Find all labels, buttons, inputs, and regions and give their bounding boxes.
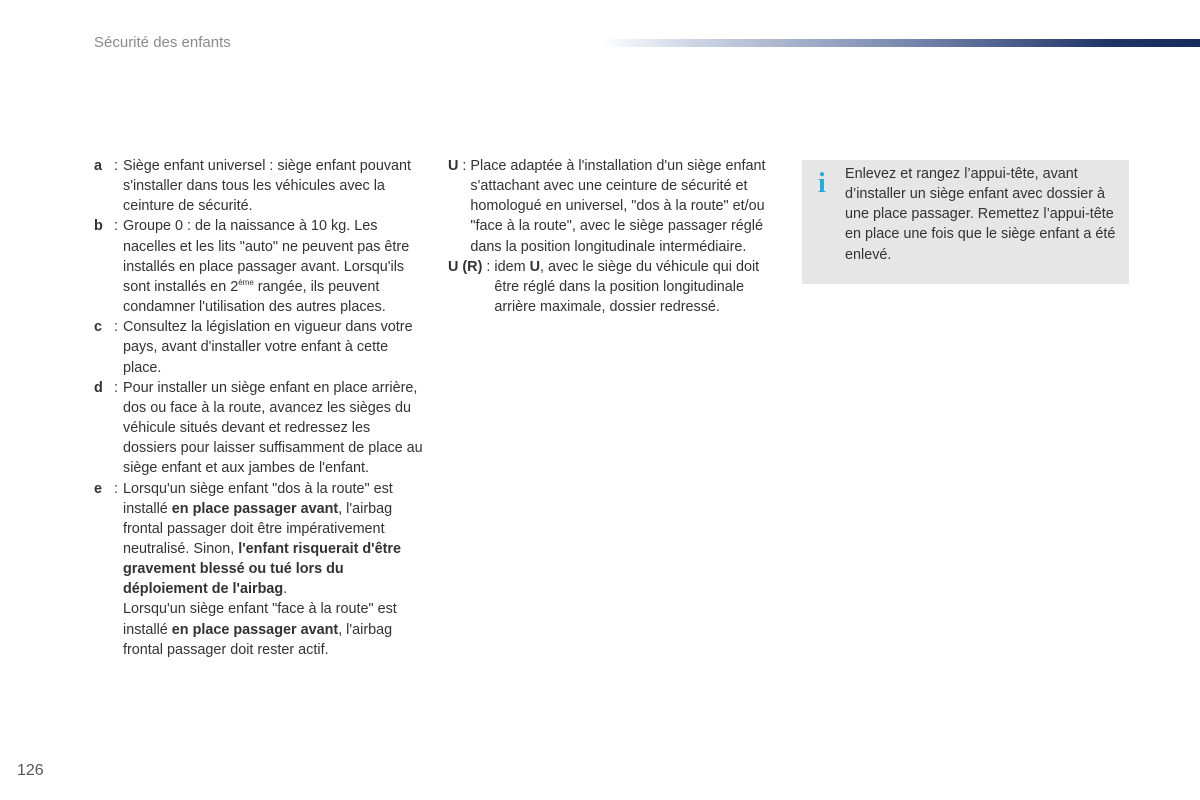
definition-separator: : (110, 480, 118, 497)
definition-text (123, 156, 423, 216)
definition-key: U (R) (448, 258, 483, 275)
bold-text: en place passager avant (171, 500, 339, 517)
definition-key: c (94, 319, 103, 336)
definition-separator: : (110, 319, 118, 336)
definition-separator: : (110, 158, 118, 174)
text-segment: rangée, ils peuvent condamner l'utilisation des autres places. (123, 278, 386, 316)
definition-separator: : (458, 158, 471, 174)
text-segment: Consultez la législation en vigueur dans votre pays, avant d'installer votre enfant à cette place. (123, 319, 413, 376)
info-note-box (802, 160, 1129, 284)
section-title: Sécurité des enfants (94, 34, 231, 51)
definition-separator: : (482, 258, 495, 275)
definition-item (94, 216, 424, 317)
definition-separator: : (110, 218, 118, 235)
text-segment: Lorsqu'un siège enfant "dos à la route" est installé (123, 480, 393, 517)
superscript: ème (238, 277, 254, 287)
definition-item (448, 257, 778, 317)
bold-text: U (529, 258, 540, 275)
definition-key: d (94, 379, 103, 396)
definition-text (123, 378, 423, 479)
bold-text: l'enfant risquerait d'être gravement blessé ou tué lors du déploiement de l'airbag (123, 540, 401, 598)
text-segment: , l'airbag frontal passager doit rester actif. (123, 621, 393, 658)
info-note-text: Enlevez et rangez l’appui-tête, avant d’installer un siège enfant avec dossier à une place passager. Remettez l’appui-tête en place une fois que le siège enfant a été enlevé. (845, 166, 1116, 263)
definition-text (494, 257, 778, 317)
text-segment: Groupe 0 : de la naissance à 10 kg. Les nacelles et les lits "auto" ne peuvent pas être installés en place passager avant. Lorsqu'ils sont installés en 2 (123, 218, 410, 295)
definition-text (470, 156, 778, 257)
definition-key: b (94, 218, 103, 235)
definition-item (448, 156, 778, 257)
page-number: 126 (17, 762, 44, 779)
info-icon: i (818, 168, 826, 199)
text-segment: Pour installer un siège enfant en place arrière, dos ou face à la route, avancez les sièges du véhicule situés devant et redressez les dossiers pour laisser suffisamment de place au siège enfant et aux jambes de l'enfant. (123, 379, 423, 477)
definition-separator: : (110, 379, 118, 396)
text-segment: Siège enfant universel : siège enfant pouvant s'installer dans tous les véhicules avec la ceinture de sécurité. (123, 158, 412, 215)
bold-text: en place passager avant (171, 621, 339, 638)
header-gradient-bar (600, 39, 1200, 47)
text-segment: Lorsqu'un siège enfant "face à la route" est installé (123, 601, 397, 638)
text-segment: . (283, 581, 288, 598)
definition-text (123, 317, 423, 377)
definition-item (94, 317, 424, 377)
definition-text (123, 216, 423, 317)
definition-item (94, 156, 424, 216)
definition-key: a (94, 158, 103, 174)
definitions-column-left (94, 156, 424, 660)
definition-item (94, 479, 424, 660)
text-segment: Place adaptée à l'installation d'un siège enfant s'attachant avec une ceinture de sécurité et homologué en universel, "dos à la route" et/ou "face à la route", avec le siège passager réglé dans la position longitudinale intermédiaire. (470, 158, 766, 255)
text-segment: , avec le siège du véhicule qui doit être réglé dans la position longitudinale arrière maximale, dossier redressé. (494, 258, 760, 316)
text-segment: idem (494, 258, 530, 275)
definition-key: U (448, 158, 459, 174)
definition-item (94, 378, 424, 479)
definition-text (123, 479, 423, 660)
definitions-column-middle (448, 156, 778, 317)
text-segment: , l'airbag frontal passager doit être impérativement neutralisé. Sinon, (123, 500, 393, 557)
definition-key: e (94, 480, 103, 497)
